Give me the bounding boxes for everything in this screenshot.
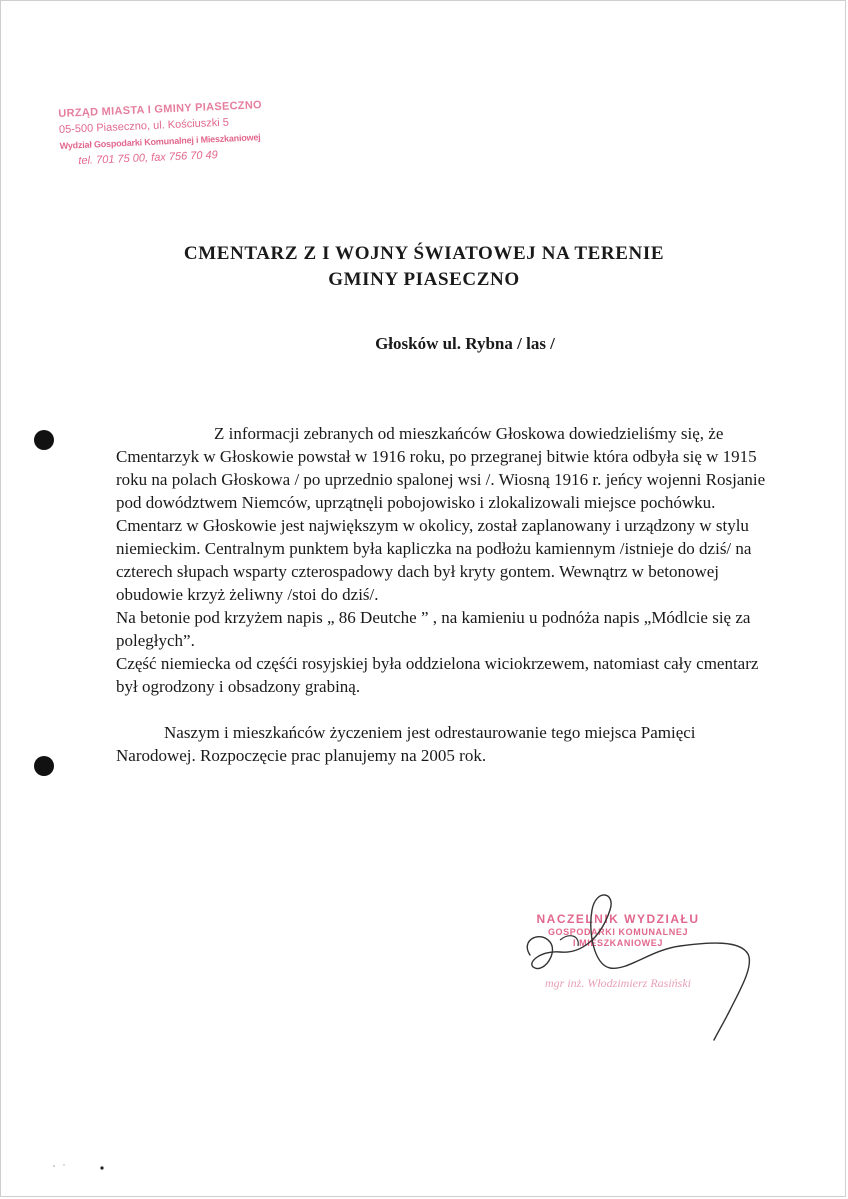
paragraph-history: Z informacji zebranych od mieszkańców Głoskowa dowiedzieliśmy się, że Cmentarzyk w Głoskowie powstał w 1916 roku, po przegranej bitwie która odbyła się w 1915 roku na polach Głoskowa / po uprzednio spalonej wsi /. Wiosną 1916 r. jeńcy wojenni Rosjanie pod dowództwem Niemców, uprzątnęli pobojowisko i zlokalizowali miejsce pochówku. (116, 424, 766, 512)
handwritten-signature (500, 880, 760, 1050)
location-subtitle: Głosków ul. Rybna / las / (375, 334, 555, 353)
punch-hole-top (34, 430, 54, 450)
office-stamp (58, 97, 271, 170)
stamp-department: Wydział Gospodarki Komunalnej i Mieszkaniowej (59, 132, 261, 151)
signatory-name: mgr inż. Włodzimierz Rasiński (544, 976, 691, 990)
document-title (0, 241, 848, 293)
title-line-1: CMENTARZ Z I WOJNY ŚWIATOWEJ NA TERENIE (183, 243, 665, 264)
paragraph-description: Cmentarz w Głoskowie jest największym w okolicy, został zaplanowany i urządzony w stylu niemieckim. Centralnym punktem była kapliczka na podłożu kamiennym /istnieje do dziś/ na czterech słupach wsparty czterospadowy dach był kryty gontem. Wewnątrz w betonowej obudowie krzyż żeliwny /stoi do dziś/. (116, 516, 752, 604)
signature-stamp-title: NACZELNIK WYDZIAŁU (536, 912, 700, 926)
stamp-address: 05-500 Piaseczno, ul. Kościuszki 5 (58, 116, 230, 136)
paragraph-inscription: Na betonie pod krzyżem napis „ 86 Deutche ” , na kamieniu u podnóża napis „Módlcie się za poległych”. (116, 608, 751, 650)
paragraph-layout: Część niemiecka od częśći rosyjskiej była oddzielona wiciokrzewem, natomiast cały cmentarz był ogrodzony i obsadzony grabiną. (116, 654, 759, 696)
signature-stamp-dept-2: I MIESZKANIOWEJ (572, 938, 663, 948)
punch-hole-bottom (34, 756, 54, 776)
title-line-2: GMINY PIASECZNO (328, 269, 520, 290)
document-body (116, 422, 766, 767)
scan-specks (50, 1160, 130, 1172)
paragraph-plans: Naszym i mieszkańców życzeniem jest odrestaurowanie tego miejsca Pamięci Narodowej. Rozpoczęcie prac planujemy na 2005 rok. (116, 723, 696, 765)
stamp-office-name: URZĄD MIASTA I GMINY PIASECZNO (58, 99, 263, 120)
signature-stamp-dept-1: GOSPODARKI KOMUNALNEJ (547, 927, 689, 937)
stamp-phone: tel. 701 75 00, fax 756 70 49 (78, 149, 219, 168)
